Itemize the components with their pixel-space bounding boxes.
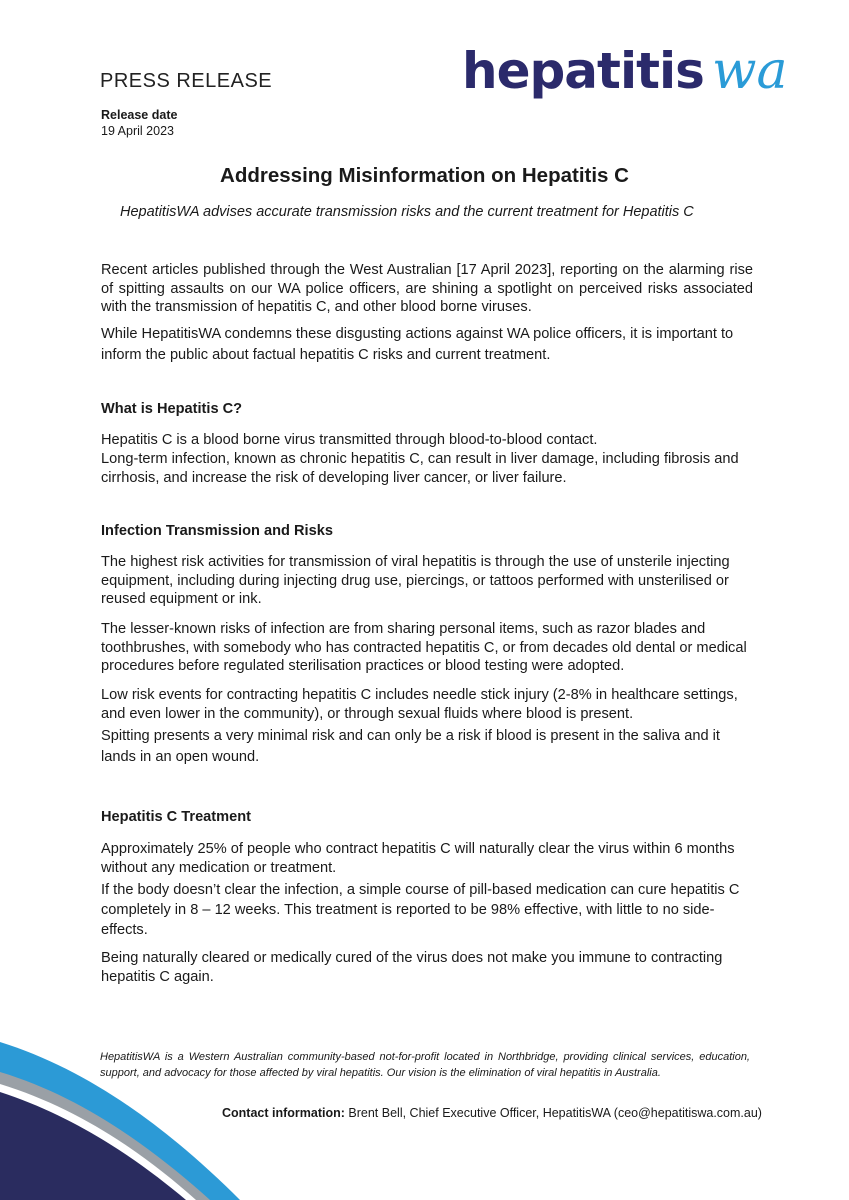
treatment-paragraph-1: Approximately 25% of people who contract hepatitis C will naturally clear the virus within 6 months without any medication or treatment. (101, 841, 735, 876)
press-release-label: PRESS RELEASE (100, 70, 273, 92)
risks-paragraph-3: Low risk events for contracting hepatitis C includes needle stick injury (2-8% in healthcare settings, and even lower in the community), or through sexual fluids where blood is present. (101, 687, 738, 722)
release-date-value: 19 April 2023 (101, 124, 174, 138)
release-date-block (101, 107, 191, 139)
logo-wordmark-bold: hepatitis (462, 42, 704, 100)
treatment-paragraph-3: Being naturally cleared or medically cured of the virus does not make you immune to contracting hepatitis C again. (101, 950, 723, 985)
document-title: Addressing Misinformation on Hepatitis C (220, 164, 629, 187)
organisation-description: HepatitisWA is a Western Australian community-based not-for-profit located in Northbridge, providing clinical services, education, support, and advocacy for those affected by viral hepatitis. Our vision is the elimination of viral hepatitis in Australia. (100, 1051, 750, 1079)
contact-information (222, 1106, 762, 1120)
contact-label: Contact information: (222, 1106, 345, 1120)
section-heading-treatment: Hepatitis C Treatment (101, 809, 252, 825)
what-paragraph-1: Hepatitis C is a blood borne virus transmitted through blood-to-blood contact. (101, 432, 598, 448)
intro-paragraph-1: Recent articles published through the West Australian [17 April 2023], reporting on the alarming rise of spitting assaults on our WA police officers, are shining a spotlight on perceived risks associated with the transmission of hepatitis C, and other blood borne viruses. (101, 262, 753, 315)
risks-paragraph-2: The lesser-known risks of infection are from sharing personal items, such as razor blades and toothbrushes, with somebody who has contracted hepatitis C, or from decades old dental or medical procedures before regulated sterilisation practices or blood testing were adopted. (101, 621, 747, 674)
section-heading-what: What is Hepatitis C? (101, 401, 243, 417)
contact-value: Brent Bell, Chief Executive Officer, HepatitisWA (ceo@hepatitiswa.com.au) (348, 1106, 762, 1120)
what-paragraph-2: Long-term infection, known as chronic hepatitis C, can result in liver damage, including fibrosis and cirrhosis, and increase the risk of developing liver cancer, or liver failure. (101, 451, 739, 486)
risks-paragraph-1: The highest risk activities for transmission of viral hepatitis is through the use of unsterile injecting equipment, including during injecting drug use, piercings, or tattoos performed with unsterilised or reused equipment or ink. (101, 554, 730, 607)
risks-paragraph-4: Spitting presents a very minimal risk and can only be a risk if blood is present in the saliva and it lands in an open wound. (101, 728, 720, 765)
intro-paragraph-2: While HepatitisWA condemns these disgusting actions against WA police officers, it is important to inform the public about factual hepatitis C risks and current treatment. (101, 326, 734, 363)
logo-wordmark-script: wa (712, 41, 788, 101)
hepatitiswa-logo (462, 40, 802, 110)
release-date-label: Release date (101, 108, 178, 122)
document-subtitle: HepatitisWA advises accurate transmission risks and the current treatment for Hepatitis C (120, 204, 694, 220)
section-heading-risks: Infection Transmission and Risks (101, 523, 333, 539)
treatment-paragraph-2: If the body doesn’t clear the infection, a simple course of pill-based medication can cure hepatitis C completely in 8 – 12 weeks. This treatment is reported to be 98% effective, with little to no side-effects. (101, 882, 740, 938)
